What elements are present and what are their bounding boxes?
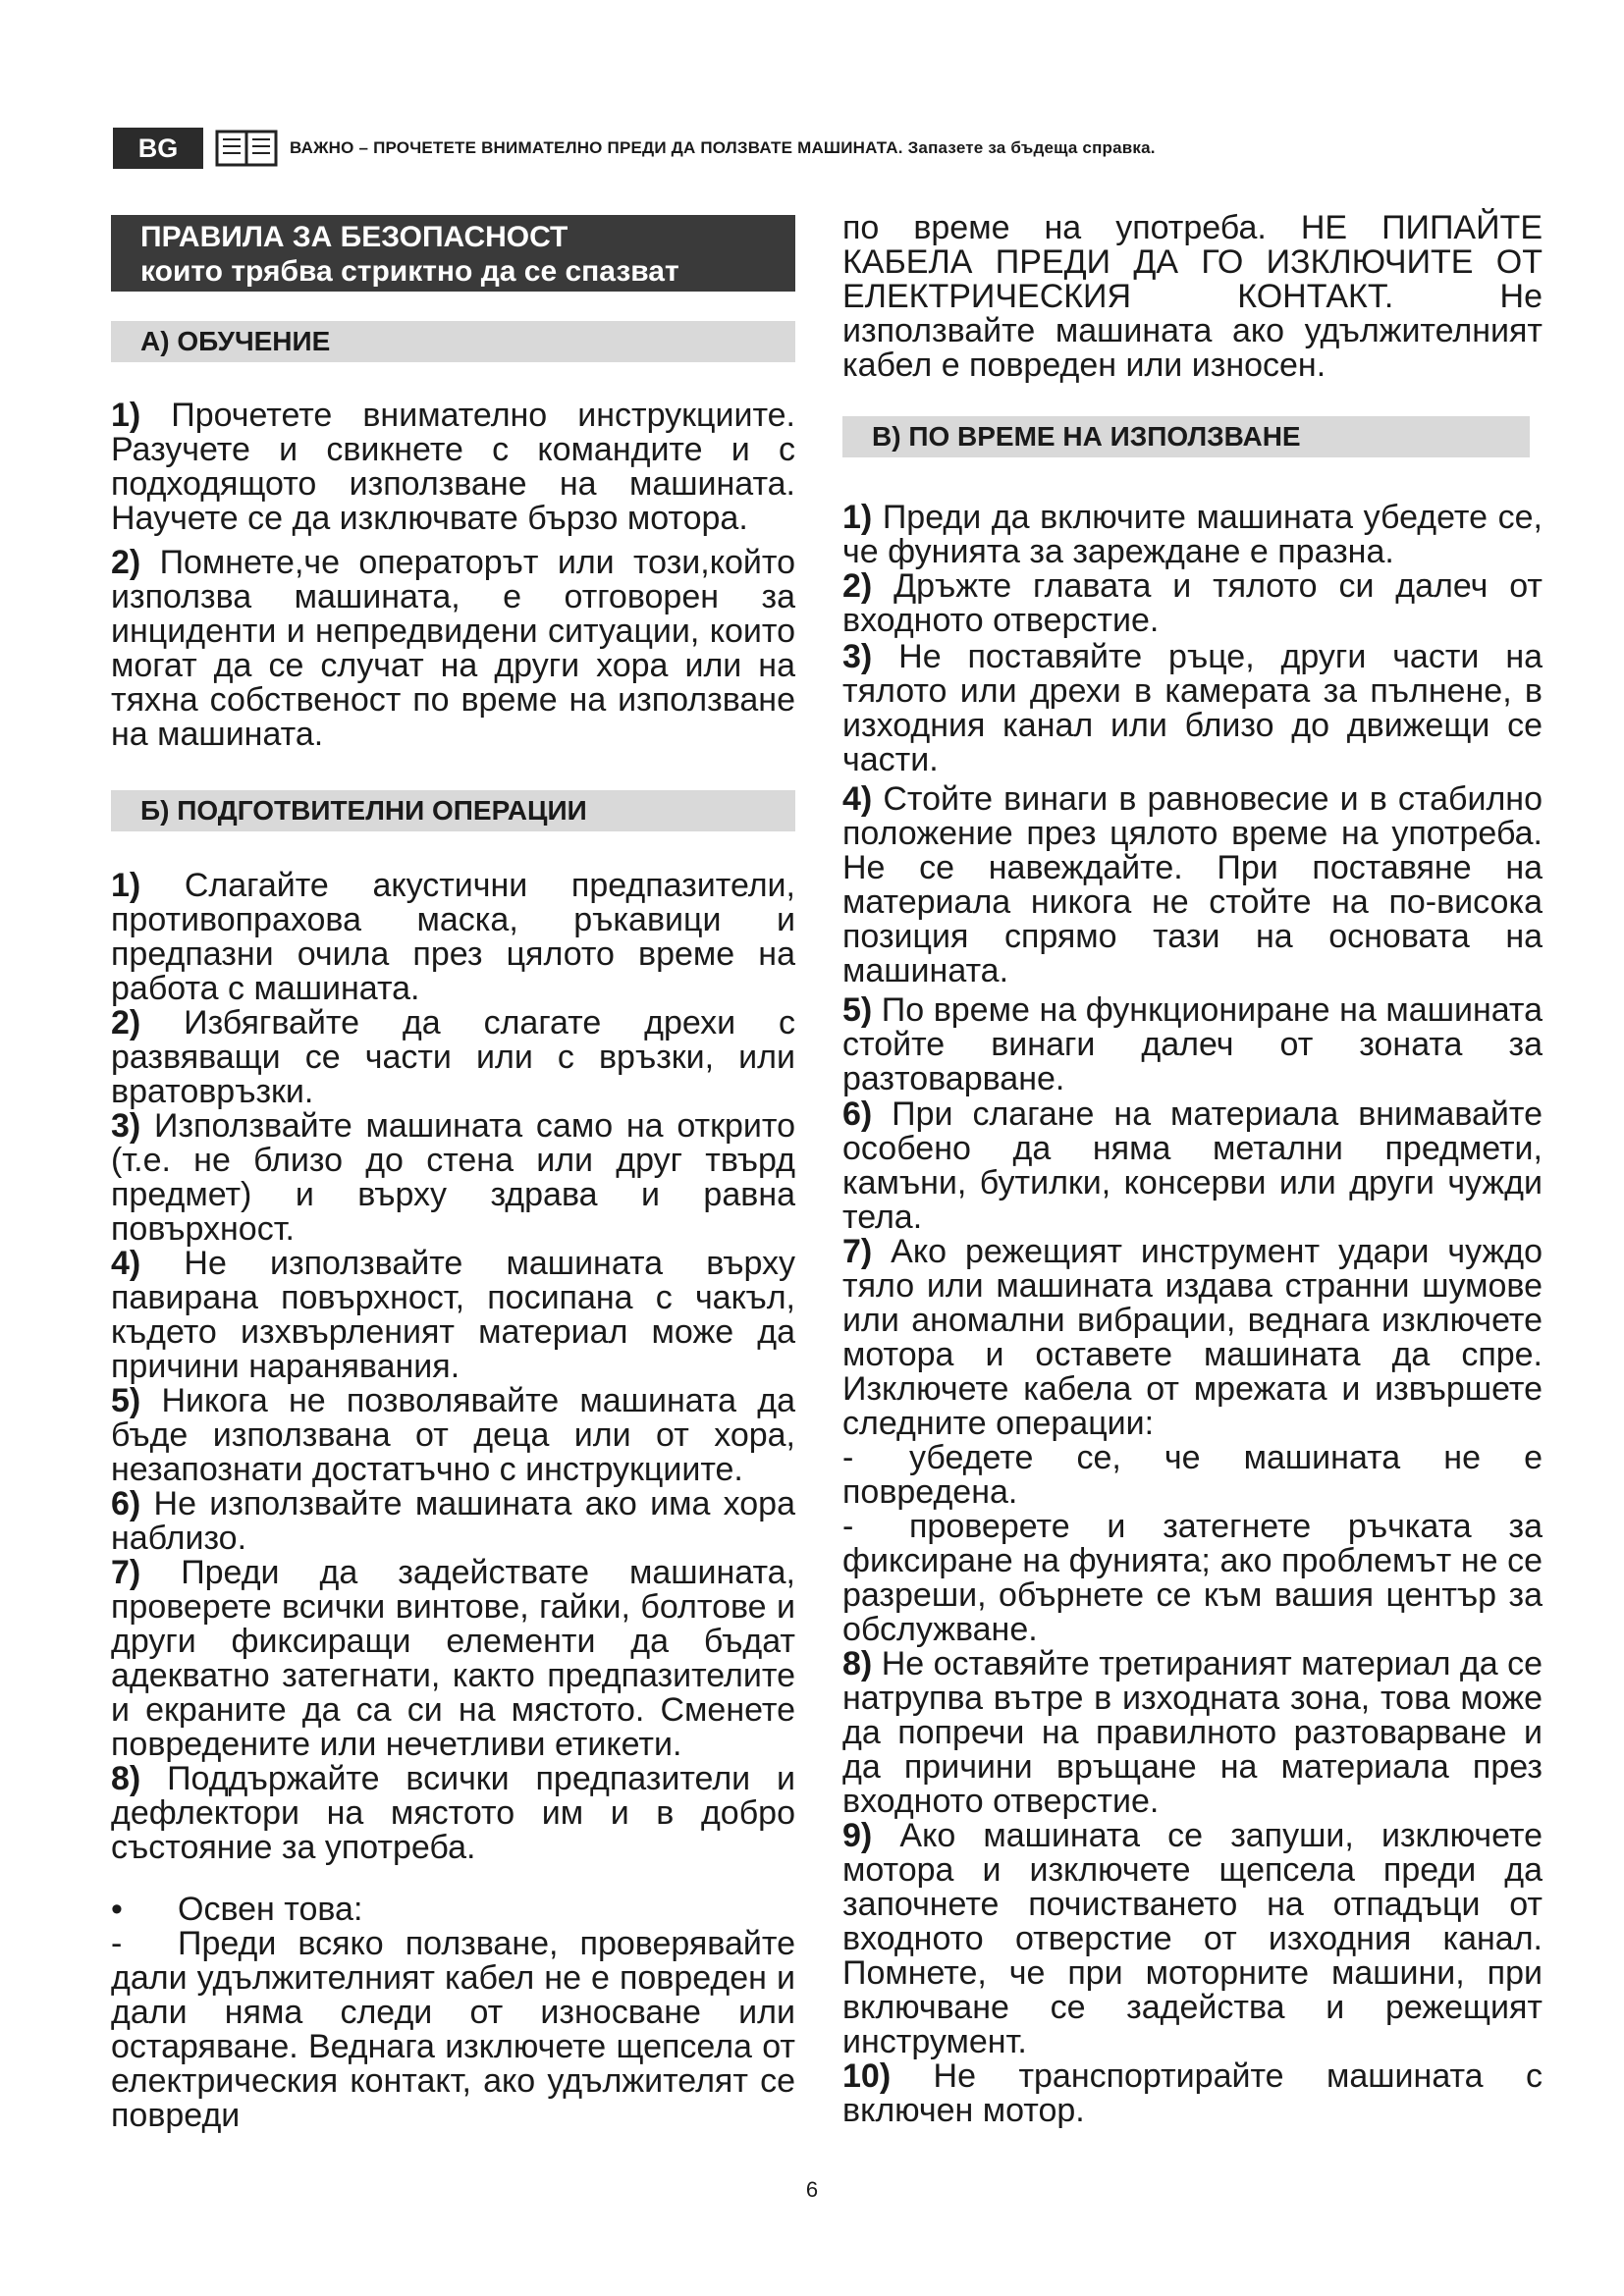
c-item-8-text: Не оставяйте третираният материал да се натрупва вътре в изходната зона, това може да попречи на правилното разтоварване и да причини връщане на материала през входното отверстие. [842, 1645, 1543, 1820]
page-number: 6 [805, 2177, 819, 2202]
right-top-continuation: по време на употреба. НЕ ПИПАЙТЕ КАБЕЛА ПРЕДИ ДА ГО ИЗКЛЮЧИТЕ ОТ ЕЛЕКТРИЧЕСКИЯ КОНТАКТ. Не използвайте машината ако удължителният кабел е повреден или износен. [842, 209, 1543, 384]
c-item-9-num: 9) [842, 1817, 873, 1854]
c-item-9 [842, 1819, 1543, 2059]
safety-title [111, 215, 795, 292]
c-item-2-num: 2) [842, 567, 873, 605]
c-item-10-text: Не транспортирайте машината с включен мотор. [842, 2057, 1543, 2129]
c-item-1 [842, 501, 1543, 569]
c-item-8-num: 8) [842, 1645, 873, 1682]
c-item-3-num: 3) [842, 638, 873, 675]
b-item-5 [111, 1384, 795, 1487]
a-item-2-num: 2) [111, 544, 141, 581]
c7-dash-2-mark: - [842, 1508, 854, 1545]
safety-title-line2: които трябва стриктно да се спазват [140, 255, 679, 288]
dash-text: Преди всяко ползване, проверявайте дали удължителният кабел не е повреден и дали няма следи от износване или остаряване. Веднага изключете щепсела от електрическия контакт, ако удължителят се повреди [111, 1925, 795, 2134]
a-item-1 [111, 399, 795, 536]
book-icon [215, 128, 278, 169]
c-item-7-num: 7) [842, 1233, 873, 1270]
c7-dash-1-mark: - [842, 1439, 854, 1476]
header-bar [113, 128, 1399, 169]
c-item-4-text: Стойте винаги в равновесие и в стабилно положение през цялото време на употреба. Не се навеждайте. При поставяне на материала никога не стойте на по-висока позиция спрямо тази на основата на машината. [842, 780, 1543, 989]
b-item-5-text: Никога не позволявайте машината да бъде използвана от деца или от хора, незапознати достатъчно с инструкциите. [111, 1382, 795, 1488]
b-item-7 [111, 1556, 795, 1762]
c-item-2-text: Дръжте главата и тялото си далеч от входното отверстие. [842, 567, 1543, 639]
b-bullet-line [111, 1893, 795, 1927]
bullet-mark: • [111, 1891, 123, 1928]
safety-title-line1: ПРАВИЛА ЗА БЕЗОПАСНОСТ [140, 221, 568, 253]
b-item-5-num: 5) [111, 1382, 141, 1419]
c-item-10 [842, 2059, 1543, 2128]
header-note-bold: ВАЖНО – ПРОЧЕТЕТЕ ВНИМАТЕЛНО ПРЕДИ ДА ПОЛЗВАТЕ МАШИНАТА. [290, 138, 903, 157]
b-item-1-text: Слагайте акустични предпазители, противопрахова маска, ръкавици и предпазни очила през цялото време на работа с машината. [111, 867, 795, 1007]
c7-dash-1-text: убедете се, че машината не е повредена. [842, 1439, 1543, 1511]
c-item-9-text: Ако машината се запуши, изключете мотора и изключете щепсела преди да започнете почистването на отпадъци от входното отверстие от изходния канал. Помнете, че при моторните машини, при включване се задейства и режещият инструмент. [842, 1817, 1543, 2060]
a-item-2 [111, 546, 795, 752]
c-item-5-text: По време на функциониране на машината стойте винаги далеч от зоната за разтоварване. [842, 991, 1543, 1097]
dash-mark: - [111, 1925, 123, 1962]
c-item-6-text: При слагане на материала внимавайте особено да няма метални предмети, камъни, бутилки, консерви или други чужди тела. [842, 1095, 1543, 1236]
c-item-4-num: 4) [842, 780, 873, 818]
b-dash-paragraph [111, 1927, 795, 2133]
b-item-8-num: 8) [111, 1760, 141, 1797]
section-b-heading: Б) ПОДГОТВИТЕЛНИ ОПЕРАЦИИ [111, 790, 795, 831]
b-item-4 [111, 1247, 795, 1384]
b-item-2 [111, 1006, 795, 1109]
c7-dash-1 [842, 1441, 1543, 1510]
c-item-8 [842, 1647, 1543, 1819]
bullet-text: Освен това: [178, 1891, 363, 1928]
b-item-7-num: 7) [111, 1554, 141, 1591]
c-item-3 [842, 640, 1543, 777]
section-a-heading: А) ОБУЧЕНИЕ [111, 321, 795, 362]
c-item-4 [842, 782, 1543, 988]
b-item-2-num: 2) [111, 1004, 141, 1041]
a-item-2-text: Помнете,че операторът или този,който използва машината, е отговорен за инциденти и непредвидени ситуации, които могат да се случат на други хора или на тяхна собственост по време на използване на машината. [111, 544, 795, 753]
c-item-10-num: 10) [842, 2057, 892, 2095]
b-item-8-text: Поддържайте всички предпазители и дефлектори на мястото им и в добро състояние за употреба. [111, 1760, 795, 1866]
b-item-1-num: 1) [111, 867, 141, 904]
b-item-2-text: Избягвайте да слагате дрехи с развяващи се части или с връзки, или вратовръзки. [111, 1004, 795, 1110]
b-item-4-text: Не използвайте машината върху павирана повърхност, посипана с чакъл, където изхвърленият материал може да причини наранявания. [111, 1245, 795, 1385]
a-item-1-text: Прочетете внимателно инструкциите. Разучете и свикнете с командите и с подходящото използване на машината. Научете се да изключвате бързо мотора. [111, 397, 795, 537]
c-item-7-text: Ако режещият инструмент удари чуждо тяло или машината издава странни шумове или аномални вибрации, веднага изключете мотора и оставете машината да спре. Изключете кабела от мрежата и извършете следните операции: [842, 1233, 1543, 1442]
c7-dash-2-text: проверете и затегнете ръчката за фиксиране на фунията; ако проблемът не се разреши, обърнете се към вашия център за обслужване. [842, 1508, 1543, 1648]
b-item-6-num: 6) [111, 1485, 141, 1522]
c-item-3-text: Не поставяйте ръце, други части на тялото или дрехи в камерата за пълнене, в изходния канал или близо до движещи се части. [842, 638, 1543, 778]
b-item-3 [111, 1109, 795, 1247]
c-item-5 [842, 993, 1543, 1096]
b-item-3-num: 3) [111, 1107, 141, 1145]
header-note [290, 138, 1156, 158]
b-item-6-text: Не използвайте машината ако има хора наблизо. [111, 1485, 795, 1557]
section-c-heading: В) ПО ВРЕМЕ НА ИЗПОЛЗВАНЕ [842, 416, 1530, 457]
b-item-7-text: Преди да задействате машината, проверете всички винтове, гайки, болтове и други фиксиращи елементи да бъдат адекватно затегнати, както предпазителите и екраните да са си на мястото. Сменете повредените или нечетливи етикети. [111, 1554, 795, 1763]
c7-dash-2 [842, 1510, 1543, 1647]
c-item-6 [842, 1097, 1543, 1235]
language-badge: BG [113, 128, 203, 169]
c-item-6-num: 6) [842, 1095, 873, 1133]
b-item-8 [111, 1762, 795, 1865]
c-item-7 [842, 1235, 1543, 1441]
b-item-1 [111, 869, 795, 1006]
c-item-2 [842, 569, 1543, 638]
b-item-4-num: 4) [111, 1245, 141, 1282]
header-note-rest: Запазете за бъдеща справка. [902, 138, 1156, 157]
b-item-3-text: Използвайте машината само на открито (т.е. не близо до стена или друг твърд предмет) и върху здрава и равна повърхност. [111, 1107, 795, 1248]
b-item-6 [111, 1487, 795, 1556]
a-item-1-num: 1) [111, 397, 141, 434]
c-item-1-text: Преди да включите машината убедете се, че фунията за зареждане е празна. [842, 499, 1543, 570]
c-item-1-num: 1) [842, 499, 873, 536]
c-item-5-num: 5) [842, 991, 873, 1029]
